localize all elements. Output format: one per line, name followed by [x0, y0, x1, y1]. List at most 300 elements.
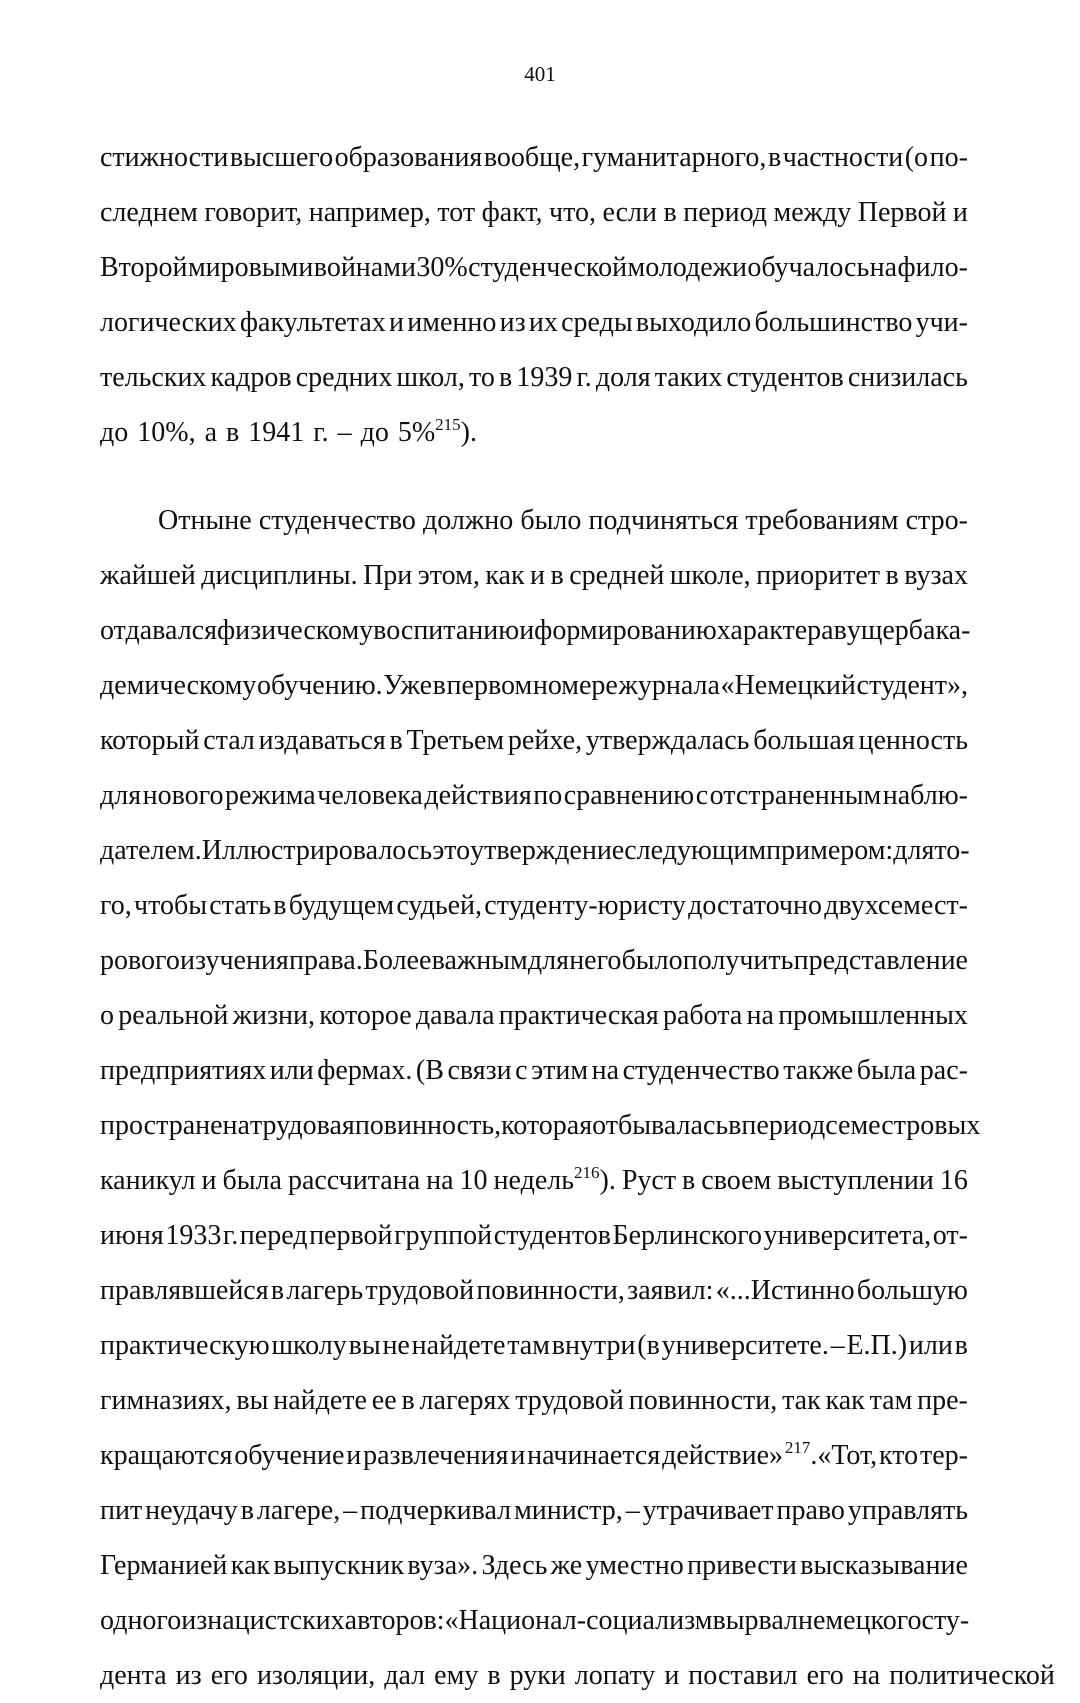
word: как — [230, 1550, 270, 1581]
word: по — [533, 780, 563, 811]
word: школе, — [669, 560, 751, 591]
word: и — [664, 1660, 680, 1691]
word: важным — [431, 945, 528, 976]
word: изучения — [180, 945, 289, 976]
word: первой — [309, 1220, 393, 1251]
word: с — [695, 780, 709, 811]
word: фило- — [897, 252, 968, 283]
word: нового — [142, 780, 224, 811]
word: «...Истинно — [715, 1275, 855, 1306]
word: г. — [576, 362, 592, 393]
text-line — [100, 1428, 968, 1483]
word: действия — [424, 780, 532, 811]
word: судьей, — [396, 890, 483, 921]
word: повинность, — [354, 1110, 502, 1141]
word: Третьем — [406, 725, 505, 756]
word: заявил: — [627, 1275, 714, 1306]
word: чтобы — [134, 890, 208, 921]
word: до — [360, 417, 389, 448]
word: например, — [308, 197, 431, 228]
text-line — [100, 1483, 968, 1538]
word: и — [530, 560, 546, 591]
word: была — [222, 1165, 282, 1196]
word: 1941 — [248, 417, 305, 448]
word: неудачу — [145, 1495, 238, 1526]
word: студенчество — [258, 505, 416, 536]
word: немецкого — [798, 1605, 922, 1636]
word: частности — [782, 142, 904, 173]
text-line — [100, 1208, 968, 1263]
footnote-marker: 216 — [574, 1163, 600, 1182]
page-number: 401 — [524, 62, 556, 86]
word: было — [621, 945, 683, 976]
text-line — [100, 1043, 968, 1098]
word: перед — [239, 1220, 308, 1251]
word: рассчитана — [287, 1165, 421, 1196]
word: и — [519, 615, 535, 646]
word: недель$^{216}$). — [493, 1163, 616, 1196]
word: нацистских — [207, 1605, 345, 1636]
word: реальной — [118, 1000, 229, 1031]
text-line — [100, 185, 968, 240]
word: тер- — [919, 1440, 968, 1471]
word: на — [426, 1165, 454, 1196]
word: с — [515, 1055, 528, 1086]
text-line — [100, 1153, 968, 1208]
text-line — [100, 878, 968, 933]
word: факультетах — [239, 307, 386, 338]
word: уместно — [585, 1550, 684, 1581]
word: то- — [934, 835, 970, 866]
word: двухсемест- — [824, 890, 968, 921]
word: практическая — [498, 1000, 659, 1031]
word: «Немецкий — [720, 670, 856, 701]
word: найдете — [273, 1385, 367, 1416]
word: право — [776, 1495, 845, 1526]
word: тельских — [100, 362, 207, 393]
word: режима — [224, 780, 316, 811]
text-line — [100, 603, 971, 658]
paragraph — [100, 493, 1055, 1703]
word: подчеркивал — [360, 1495, 512, 1526]
word: этом, — [417, 560, 480, 591]
word: гимназиях, — [100, 1385, 232, 1416]
word: для — [893, 835, 935, 866]
word: в — [270, 1275, 285, 1306]
word: говорит, — [204, 197, 303, 228]
word: 5%$^{215}$). — [397, 415, 477, 448]
word: в — [954, 1330, 968, 1361]
word: примером: — [766, 835, 894, 866]
word: до — [100, 417, 129, 448]
word: средней — [569, 560, 665, 591]
word: там — [507, 1330, 550, 1361]
word: воспитанию — [373, 615, 520, 646]
word: лагерях — [419, 1385, 511, 1416]
word: 1939 — [516, 362, 573, 393]
word: лагерь — [286, 1275, 364, 1306]
paragraph — [100, 130, 968, 460]
word: на — [591, 1055, 620, 1086]
word: ему — [434, 1660, 479, 1691]
word: отстраненным — [709, 780, 882, 811]
word: период — [683, 197, 768, 228]
word: Иллюстрировалось — [201, 835, 433, 866]
word: Германией — [100, 1550, 228, 1581]
word: как — [825, 1385, 865, 1416]
word: начинается — [527, 1440, 661, 1471]
word: работа — [662, 1000, 743, 1031]
word: университета, — [763, 1220, 932, 1251]
word: пре- — [917, 1385, 968, 1416]
word: промышленных — [778, 1000, 968, 1031]
word: пространена — [100, 1110, 250, 1141]
word: лопату — [574, 1660, 656, 1691]
word: отбывалась — [592, 1110, 729, 1141]
word: отдавался — [100, 615, 217, 646]
word: давала — [415, 1000, 495, 1031]
word: ее — [371, 1385, 397, 1416]
text-line — [100, 1593, 968, 1648]
word: школу — [271, 1330, 347, 1361]
word: Берлинского — [612, 1220, 763, 1251]
word: – — [625, 1495, 640, 1526]
word: выходило — [635, 307, 752, 338]
word: учи- — [915, 307, 968, 338]
word: по- — [929, 142, 968, 173]
word: вы — [348, 1330, 381, 1361]
word: г. — [313, 417, 329, 448]
word: в — [682, 1165, 696, 1196]
word: обучению. — [257, 670, 383, 701]
word: университете. — [661, 1330, 829, 1361]
word: дателем. — [100, 835, 202, 866]
word: было — [520, 505, 582, 536]
word: рас- — [919, 1055, 968, 1086]
word: студент», — [856, 670, 968, 701]
word: следнем — [100, 197, 198, 228]
word: факт, — [481, 197, 543, 228]
body-text — [100, 130, 1055, 1703]
word: большинство — [754, 307, 913, 338]
word: вырвал — [712, 1605, 799, 1636]
word: же — [550, 1550, 583, 1581]
word: не — [382, 1330, 410, 1361]
word: 30% — [416, 252, 468, 283]
word: действие» — [662, 1440, 784, 1471]
word: 10 — [459, 1165, 488, 1196]
word: (в — [637, 1330, 660, 1361]
word: рового — [100, 945, 180, 976]
word: практическую — [100, 1330, 270, 1361]
word: $^{217}$.«Тот, — [784, 1438, 878, 1471]
word: стро- — [905, 505, 968, 536]
word: авторов: — [344, 1605, 445, 1636]
text-line — [100, 1098, 981, 1153]
word: При — [363, 560, 413, 591]
word: или — [269, 1055, 314, 1086]
word: этим — [531, 1055, 589, 1086]
word: утверждалась — [585, 725, 750, 756]
word: (о — [904, 142, 929, 173]
word: которое — [319, 1000, 412, 1031]
word: дисциплины. — [201, 560, 358, 591]
word: «Национал-социализм — [444, 1605, 713, 1636]
text-line — [100, 548, 968, 603]
word: студенту-юристу — [484, 890, 686, 921]
word: ущерб — [846, 615, 924, 646]
paragraph-gap — [100, 460, 968, 493]
word: министр, — [514, 1495, 623, 1526]
word: своем — [701, 1165, 772, 1196]
word: представление — [793, 945, 968, 976]
word: в — [767, 142, 782, 173]
word: высказывание — [800, 1550, 968, 1581]
word: и — [510, 1440, 526, 1471]
text-line — [100, 405, 968, 460]
word: выпускник — [273, 1550, 404, 1581]
word: – — [830, 1330, 845, 1361]
word: го, — [100, 890, 132, 921]
word: там — [869, 1385, 913, 1416]
word: Здесь — [481, 1550, 548, 1581]
word: студентов — [726, 362, 844, 393]
word: первом — [446, 670, 533, 701]
text-line — [100, 130, 968, 185]
word: на — [746, 1000, 774, 1031]
word: руки — [509, 1660, 566, 1691]
text-line — [100, 295, 968, 350]
word: Первой — [857, 197, 947, 228]
word: именно — [407, 307, 497, 338]
word: Отныне — [158, 505, 252, 536]
word: в — [833, 615, 847, 646]
word: фермах. — [317, 1055, 413, 1086]
footnote-marker: 215 — [435, 415, 461, 434]
word: если — [602, 197, 657, 228]
word: стижности — [100, 142, 229, 173]
word: обучалось — [747, 252, 870, 283]
text-line — [100, 493, 968, 548]
word: внутри — [551, 1330, 636, 1361]
word: кадров — [210, 362, 292, 393]
word: следующим — [624, 835, 767, 866]
word: его — [210, 1660, 248, 1691]
word: 1933 — [165, 1220, 222, 1251]
word: требованиям — [745, 505, 899, 536]
word: вузах — [904, 560, 968, 591]
word: среды — [561, 307, 633, 338]
word: повинности, — [628, 1385, 778, 1416]
text-line — [100, 768, 968, 823]
word: снизилась — [847, 362, 968, 393]
word: жизни, — [232, 1000, 315, 1031]
word: дента — [100, 1660, 167, 1691]
word: также — [783, 1055, 854, 1086]
word: группой — [394, 1220, 493, 1251]
word: и — [952, 197, 968, 228]
word: вообще, — [483, 142, 581, 173]
word: в — [498, 362, 513, 393]
word: из — [181, 1605, 208, 1636]
word: развлечения — [363, 1440, 509, 1471]
word: – — [337, 417, 352, 448]
word: в — [401, 1385, 415, 1416]
word: высшего — [229, 142, 334, 173]
word: издаваться — [258, 725, 386, 756]
word: то — [469, 362, 495, 393]
text-line — [100, 933, 968, 988]
word: найдете — [411, 1330, 506, 1361]
word: была — [856, 1055, 917, 1086]
word: которая — [501, 1110, 593, 1141]
word: логических — [100, 307, 237, 338]
text-line — [100, 1538, 968, 1593]
word: подчиняться — [588, 505, 739, 536]
word: и — [201, 1165, 217, 1196]
word: изоляции, — [256, 1660, 376, 1691]
word: для — [527, 945, 570, 976]
word: Уже — [383, 670, 433, 701]
word: приоритет — [756, 560, 880, 591]
word: это — [432, 835, 471, 866]
word: что, — [549, 197, 596, 228]
word: кращаются — [100, 1440, 233, 1471]
word: на — [869, 252, 898, 283]
word: доля — [595, 362, 651, 393]
word: в — [240, 1495, 254, 1526]
word: студентов — [493, 1220, 611, 1251]
word: жайшей — [100, 560, 196, 591]
word: права. — [289, 945, 363, 976]
word: наблю- — [882, 780, 968, 811]
word: журнала — [618, 670, 720, 701]
word: мировыми — [187, 252, 314, 283]
word: достаточно — [688, 890, 822, 921]
word: гуманитарного, — [581, 142, 767, 173]
word: между — [773, 197, 852, 228]
word: так — [782, 1385, 821, 1416]
text-line — [100, 1318, 968, 1373]
text-line — [100, 658, 968, 713]
word: управлять — [847, 1495, 968, 1526]
word: него — [569, 945, 622, 976]
word: или — [908, 1330, 953, 1361]
word: повинности, — [476, 1275, 625, 1306]
word: физическому — [216, 615, 374, 646]
word: пит — [100, 1495, 143, 1526]
word: тот — [437, 197, 476, 228]
word: Руст — [621, 1165, 677, 1196]
word: кто — [879, 1440, 919, 1471]
word: предприятиях — [100, 1055, 267, 1086]
word: стать — [209, 890, 271, 921]
word: вуза». — [407, 1550, 479, 1581]
word: связи — [447, 1055, 512, 1086]
word: правлявшейся — [100, 1275, 269, 1306]
text-line — [100, 823, 968, 878]
word: ценность — [858, 725, 968, 756]
word: образования — [334, 142, 483, 173]
word: их — [528, 307, 558, 338]
word: от- — [932, 1220, 968, 1251]
footnote-marker: 217 — [784, 1438, 811, 1457]
text-line — [100, 1263, 968, 1318]
word: демическому — [100, 670, 257, 701]
word: номере — [532, 670, 618, 701]
word: дал — [384, 1660, 426, 1691]
word: получить — [682, 945, 794, 976]
word: рейхе, — [507, 725, 583, 756]
word: таких — [654, 362, 723, 393]
word: июня — [100, 1220, 164, 1251]
word: войнами — [313, 252, 416, 283]
word: из — [499, 307, 526, 338]
word: который — [100, 725, 200, 756]
word: его — [806, 1660, 844, 1691]
word: и — [389, 307, 405, 338]
word: а — [204, 417, 218, 448]
word: Е.П.) — [846, 1330, 908, 1361]
word: большую — [856, 1275, 968, 1306]
word: характера — [716, 615, 834, 646]
word: средних — [295, 362, 393, 393]
word: утрачивает — [642, 1495, 774, 1526]
text-line — [100, 988, 968, 1043]
word: в — [389, 725, 403, 756]
word: ака- — [923, 615, 971, 646]
word: школ, — [396, 362, 465, 393]
word: человека — [317, 780, 423, 811]
word: период — [741, 1110, 826, 1141]
word: привести — [687, 1550, 797, 1581]
word: (В — [415, 1055, 444, 1086]
word: обучение — [234, 1440, 345, 1471]
word: в — [432, 670, 446, 701]
word: каникул — [100, 1165, 196, 1196]
word: одного — [100, 1605, 182, 1636]
word: лагере, — [256, 1495, 341, 1526]
word: из — [175, 1660, 202, 1691]
word: трудовой — [365, 1275, 475, 1306]
word: в — [487, 1660, 501, 1691]
word: в — [226, 417, 240, 448]
word: семестровых — [825, 1110, 981, 1141]
word: молодежи — [627, 252, 748, 283]
word: вы — [236, 1385, 269, 1416]
text-line — [100, 240, 968, 295]
word: Второй — [100, 252, 188, 283]
text-line — [100, 713, 968, 768]
word: Более — [362, 945, 432, 976]
word: в — [273, 890, 287, 921]
word: о — [100, 1000, 114, 1031]
word: поставил — [688, 1660, 798, 1691]
text-line — [100, 1373, 968, 1428]
word: в — [663, 197, 677, 228]
word: в — [885, 560, 899, 591]
word: утверждение — [470, 835, 625, 866]
word: г. — [222, 1220, 239, 1251]
word: студенчество — [622, 1055, 780, 1086]
text-line — [100, 350, 968, 405]
word: большая — [753, 725, 855, 756]
word: стал — [203, 725, 255, 756]
word: студенческой — [468, 252, 628, 283]
word: на — [852, 1660, 881, 1691]
word: – — [343, 1495, 358, 1526]
word: политической — [889, 1660, 1055, 1691]
